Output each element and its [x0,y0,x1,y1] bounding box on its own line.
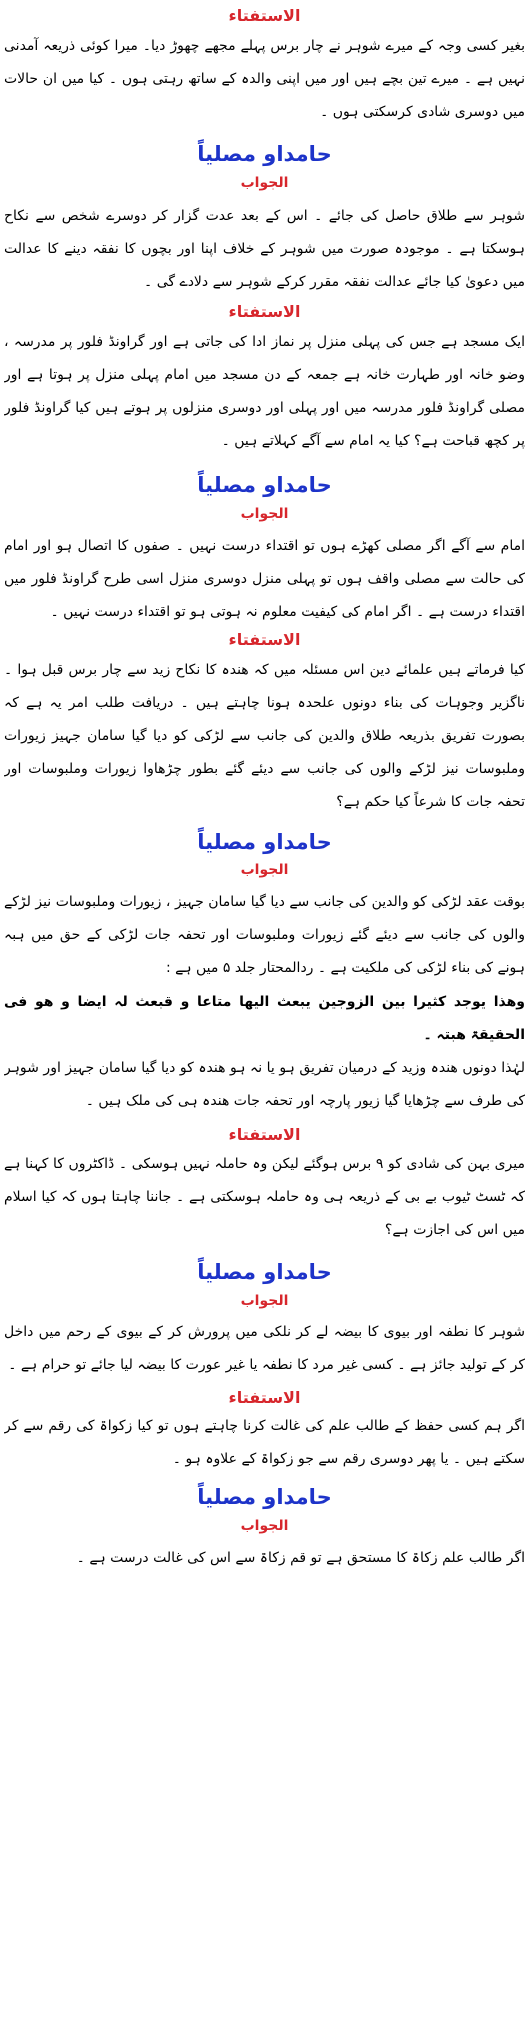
arabic-quote: وھذا یوجد کثیرا بین الزوجین یبعث الیھا متاعا و قبعث لہ ایضا و ھو فی الحقیقۃ ھبتہ ۔ [4,994,525,1043]
answer-conclusion: لہٰذا دونوں ھندہ وزید کے درمیان تفریق ہو یا نہ ہو ھندہ کو دیا گیا سامان جہیز اور شوہر کی طرف سے چڑھایا گیا زیور پارچہ اور تحفہ جات ھندہ ہی کی ملک ہیں ۔ [4,1060,525,1109]
question-text: اگر ہم کسی حفظ کے طالب علم کی غالت کرنا چاہتے ہوں تو کیا زکواۃ کی رقم سے کر سکتے ہیں ۔ یا پھر دوسری رقم سے جو زکواۃ کے علاوہ ہو ۔ [4,1418,525,1467]
answer-text: شوہر کا نطفہ اور بیوی کا بیضہ لے کر نلکی میں پرورش کر کے بیوی کے رحم میں داخل کر کے تولید جائز ہے ۔ کسی غیر مرد کا نطفہ یا غیر عورت کا بیضہ لیا جائے تو حرام ہے ۔ [4,1324,525,1373]
answer-text: اگر طالب علم زکاۃ کا مستحق ہے تو قم زکاۃ سے اس کی غالت درست ہے ۔ [76,1550,525,1566]
istifta-heading: الاستفتاء [228,1388,301,1407]
hamid-heading: حامداو مصلیاً [197,1485,332,1509]
question-text: میری بہن کی شادی کو ۹ برس ہوگئے لیکن وہ حاملہ نہیں ہوسکی ۔ ڈاکٹروں کا کہنا ہے کہ ٹسٹ ٹیوب بے بی کے ذریعہ ہی وہ حاملہ ہوسکتی ہے ۔ جاننا چاہتا ہوں کہ کیا اسلام میں اس کی اجازت ہے؟ [4,1156,525,1238]
hamid-heading: حامداو مصلیاً [197,830,332,854]
question-text: کیا فرماتے ہیں علمائے دین اس مسئلہ میں کہ ھندہ کا نکاح زید سے چار برس قبل ہوا ۔ ناگزیر وجوہات کی بناء دونوں علحدہ ہونا چاہتے ہیں ۔ دریافت طلب امر یہ ہے کہ بصورت تفریق بذریعہ طلاق والدین کی جانب سے لڑکی کو دیا گیا سامان جہیز زیورات وملبوسات نیز لڑکے والوں کی جانب سے دیئے گئے بطور چڑھاوا زیورات وملبوسات اور تحفہ جات کا شرعاً کیا حکم ہے؟ [4,662,525,810]
istifta-heading: الاستفتاء [228,1125,301,1144]
istifta-heading: الاستفتاء [228,630,301,649]
answer-text: شوہر سے طلاق حاصل کی جائے ۔ اس کے بعد عدت گزار کر دوسرے شخص سے نکاح ہوسکتا ہے ۔ موجودہ صورت میں شوہر کے خلاف اپنا اور بچوں کا نفقہ دینے کا عدالت میں دعویٰ کیا جائے عدالت نفقہ مقرر کرکے شوہر سے دلادے گی ۔ [4,208,525,290]
jawab-heading: الجواب [240,506,289,522]
hamid-heading: حامداو مصلیاً [197,473,332,497]
hamid-heading: حامداو مصلیاً [197,1260,332,1284]
hamid-heading: حامداو مصلیاً [197,142,332,166]
answer-text: امام سے آگے اگر مصلی کھڑے ہوں تو اقتداء درست نہیں ۔ صفوں کا اتصال ہو اور امام کی حالت سے مصلی واقف ہوں تو پہلی منزل دوسری منزل اسی طرح گراونڈ فلور میں اقتداء درست ہے ۔ اگر امام کی کیفیت معلوم نہ ہوتی ہو تو اقتداء درست نہیں ۔ [4,538,525,620]
jawab-heading: الجواب [240,1293,289,1309]
jawab-heading: الجواب [240,175,289,191]
istifta-heading: الاستفتاء [228,302,301,321]
jawab-heading: الجواب [240,1518,289,1534]
istifta-heading: الاستفتاء [228,6,301,25]
question-text: بغیر کسی وجہ کے میرے شوہر نے چار برس پہلے مجھے چھوڑ دیا۔ میرا کوئی ذریعہ آمدنی نہیں ہے ۔ میرے تین بچے ہیں اور میں اپنی والدہ کے ساتھ رہتی ہوں ۔ کیا میں ان حالات میں دوسری شادی کرسکتی ہوں ۔ [4,38,525,120]
question-text: ایک مسجد ہے جس کی پہلی منزل پر نماز ادا کی جاتی ہے اور گراونڈ فلور پر مدرسہ ، وضو خانہ اور طہارت خانہ ہے جمعہ کے دن مسجد میں امام پہلی منزل پر ہوتا ہے اور مصلی گراونڈ فلور مدرسہ میں اور پہلی اور دوسری منزلوں پر ہوتے ہیں کیا گراونڈ فلور پر کچھ قباحت ہے؟ کیا یہ امام سے آگے کہلاتے ہیں ۔ [4,334,525,449]
answer-text: بوقت عقد لڑکی کو والدین کی جانب سے دیا گیا سامان جہیز ، زیورات وملبوسات نیز لڑکے والوں کی جانب سے دیئے گئے زیورات وملبوسات اور تحفہ جات لڑکی کے حق میں ہبہ ہونے کی بناء لڑکی کی ملکیت ہے ۔ ردالمحتار جلد ۵ میں ہے : [4,894,525,976]
jawab-heading: الجواب [240,862,289,878]
